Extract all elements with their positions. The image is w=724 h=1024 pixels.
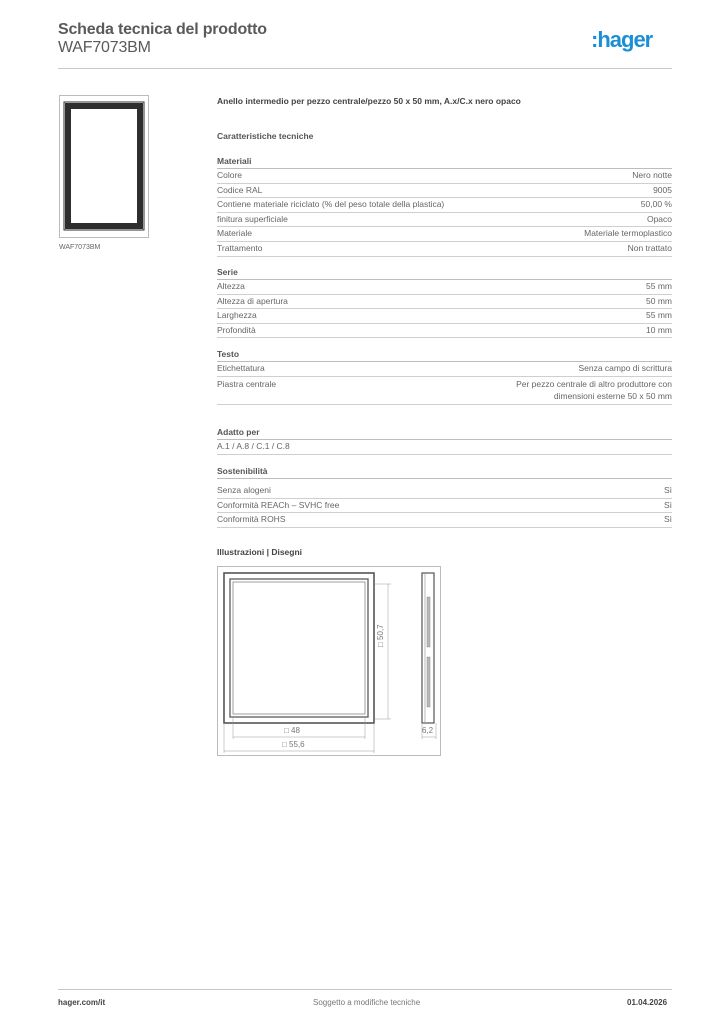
row-label: Profondità <box>217 324 256 335</box>
section-materiali <box>217 155 672 257</box>
row-value: 10 mm <box>646 324 672 335</box>
footer-note: Soggetto a modifiche tecniche <box>313 998 421 1007</box>
dimension-depth-label: 6,2 <box>422 726 434 735</box>
row-value: 55 mm <box>646 281 672 291</box>
dimension-inner-label: □ 48 <box>284 726 300 735</box>
table-row <box>217 198 672 213</box>
table-row <box>217 280 672 295</box>
row-value: Sì <box>663 485 672 495</box>
characteristics-title: Caratteristiche tecniche <box>217 131 314 141</box>
row-label: Conformità REACh – SVHC free <box>217 499 340 510</box>
row-label: A.1 / A.8 / C.1 / C.8 <box>217 441 290 451</box>
row-label: Larghezza <box>217 310 257 321</box>
table-row <box>217 499 672 514</box>
row-label: finitura superficiale <box>217 213 288 224</box>
row-value-line: dimensioni esterne 50 x 50 mm <box>553 390 672 401</box>
row-value: Nero notte <box>632 170 672 180</box>
dimension-drawing-icon <box>218 567 440 755</box>
footer-divider <box>58 989 672 990</box>
section-testo <box>217 348 672 405</box>
header-divider <box>58 68 672 69</box>
footer-date: 01.04.2026 <box>627 998 668 1007</box>
section-sostenibilita <box>217 465 672 528</box>
table-row <box>217 213 672 228</box>
table-row <box>217 513 672 528</box>
row-value: 9005 <box>653 184 672 195</box>
document-title: Scheda tecnica del prodotto <box>58 21 267 38</box>
row-label: Materiale <box>217 228 252 239</box>
table-row <box>217 324 672 339</box>
dimension-outer-label: □ 55,6 <box>282 740 305 749</box>
row-label: Contiene materiale riciclato (% del peso totale della plastica) <box>217 199 445 210</box>
row-label: Altezza di apertura <box>217 295 288 306</box>
table-row <box>217 484 672 499</box>
row-value: 50 mm <box>646 295 672 306</box>
table-row <box>217 295 672 310</box>
product-code: WAF7073BM <box>58 39 151 56</box>
row-value: Senza campo di scrittura <box>578 363 672 373</box>
section-title: Sostenibilità <box>217 465 672 479</box>
row-value: Opaco <box>646 213 672 224</box>
dimension-height-label: □ 50,7 <box>376 624 385 647</box>
table-row <box>217 227 672 242</box>
section-serie <box>217 266 672 338</box>
table-row <box>217 440 672 455</box>
row-label: Piastra centrale <box>217 378 277 389</box>
row-label: Altezza <box>217 281 245 291</box>
table-row <box>217 184 672 199</box>
row-value <box>516 378 672 402</box>
hager-logo: :hager <box>591 27 653 52</box>
product-image-caption: WAF7073BM <box>59 244 101 251</box>
section-title: Materiali <box>217 155 672 169</box>
product-description: Anello intermedio per pezzo centrale/pezzo 50 x 50 mm, A.x/C.x nero opaco <box>217 96 521 106</box>
row-label: Colore <box>217 170 243 180</box>
footer-website-link[interactable]: hager.com/it <box>58 998 106 1007</box>
row-value: Sì <box>663 499 672 510</box>
row-value: 50,00 % <box>640 199 672 210</box>
illustrations-title: Illustrazioni | Disegni <box>217 547 303 557</box>
technical-drawing <box>217 566 441 756</box>
row-value: Materiale termoplastico <box>584 228 672 239</box>
table-row <box>217 242 672 257</box>
row-value: Non trattato <box>627 242 672 253</box>
section-adatto-per <box>217 426 672 455</box>
section-title: Adatto per <box>217 426 672 440</box>
row-value-line: Per pezzo centrale di altro produttore con <box>516 378 672 389</box>
table-row <box>217 377 672 405</box>
row-label: Codice RAL <box>217 184 263 195</box>
row-value: Sì <box>663 514 672 525</box>
row-label: Senza alogeni <box>217 485 271 495</box>
table-row <box>217 362 672 377</box>
table-row <box>217 309 672 324</box>
product-image <box>59 95 149 238</box>
frame-product-icon <box>60 96 148 237</box>
row-label: Etichettatura <box>217 363 265 373</box>
row-label: Trattamento <box>217 242 263 253</box>
section-title: Testo <box>217 348 672 362</box>
table-row <box>217 169 672 184</box>
row-value: 55 mm <box>646 310 672 321</box>
section-title: Serie <box>217 266 672 280</box>
row-label: Conformità ROHS <box>217 514 286 525</box>
